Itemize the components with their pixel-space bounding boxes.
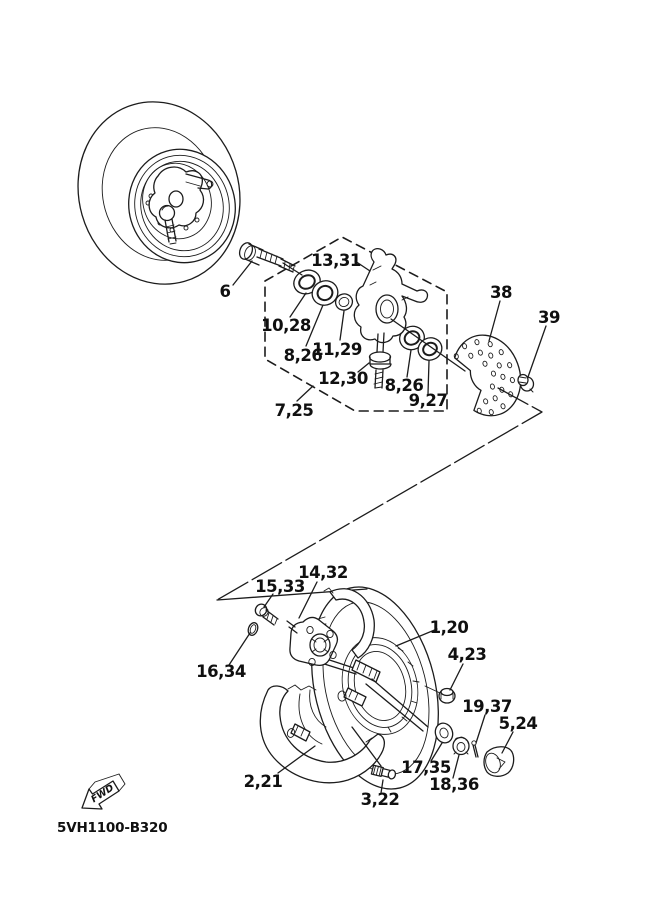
- fwd-arrow: [82, 774, 125, 809]
- callout-9-27: 9,27: [408, 391, 448, 410]
- callout-17-35: 17,35: [401, 758, 451, 777]
- callout-1-20: 1,20: [429, 618, 469, 637]
- castle-nut-drawing: [453, 737, 469, 754]
- valve-stem-drawing: [371, 765, 396, 779]
- callout-15-33: 15,33: [255, 577, 305, 596]
- callout-13-31: 13,31: [311, 251, 361, 270]
- callout-19-37: 19,37: [462, 697, 512, 716]
- axle-axis-lines: [366, 679, 428, 731]
- callout-5-24: 5,24: [498, 714, 538, 733]
- callout-11-29: 11,29: [312, 340, 362, 359]
- callout-6: 6: [219, 282, 231, 301]
- callout-39: 39: [538, 308, 560, 327]
- assembled-wheel-drawing: [57, 83, 262, 304]
- callout-16-34: 16,34: [196, 662, 246, 681]
- disc-guard-drawing: [450, 326, 531, 422]
- hub-cap-drawing: [483, 747, 513, 777]
- fwd-label: FWD: [89, 782, 117, 806]
- callout-18-36: 18,36: [429, 775, 479, 794]
- callout-38: 38: [490, 283, 512, 302]
- callout-3-22: 3,22: [360, 790, 400, 809]
- drawing-code: 5VH1100-B320: [57, 820, 168, 836]
- callout-2-21: 2,21: [243, 772, 283, 791]
- callout-8-26-left: 8,26: [283, 346, 323, 365]
- callout-4-23: 4,23: [447, 645, 487, 664]
- callout-7-25: 7,25: [274, 401, 314, 420]
- spindle-drawing: [237, 241, 295, 272]
- hub-drawing: [287, 617, 360, 674]
- callout-12-30: 12,30: [318, 369, 368, 388]
- callout-8-26-right: 8,26: [384, 376, 424, 395]
- cotter-pin-drawing: [472, 741, 478, 757]
- bead-lock-tabs: [388, 648, 419, 732]
- rim-bowl-drawing: [260, 685, 384, 783]
- axle-spline-drawing: [286, 660, 380, 741]
- callout-10-28: 10,28: [261, 316, 311, 335]
- callout-14-32: 14,32: [298, 563, 348, 582]
